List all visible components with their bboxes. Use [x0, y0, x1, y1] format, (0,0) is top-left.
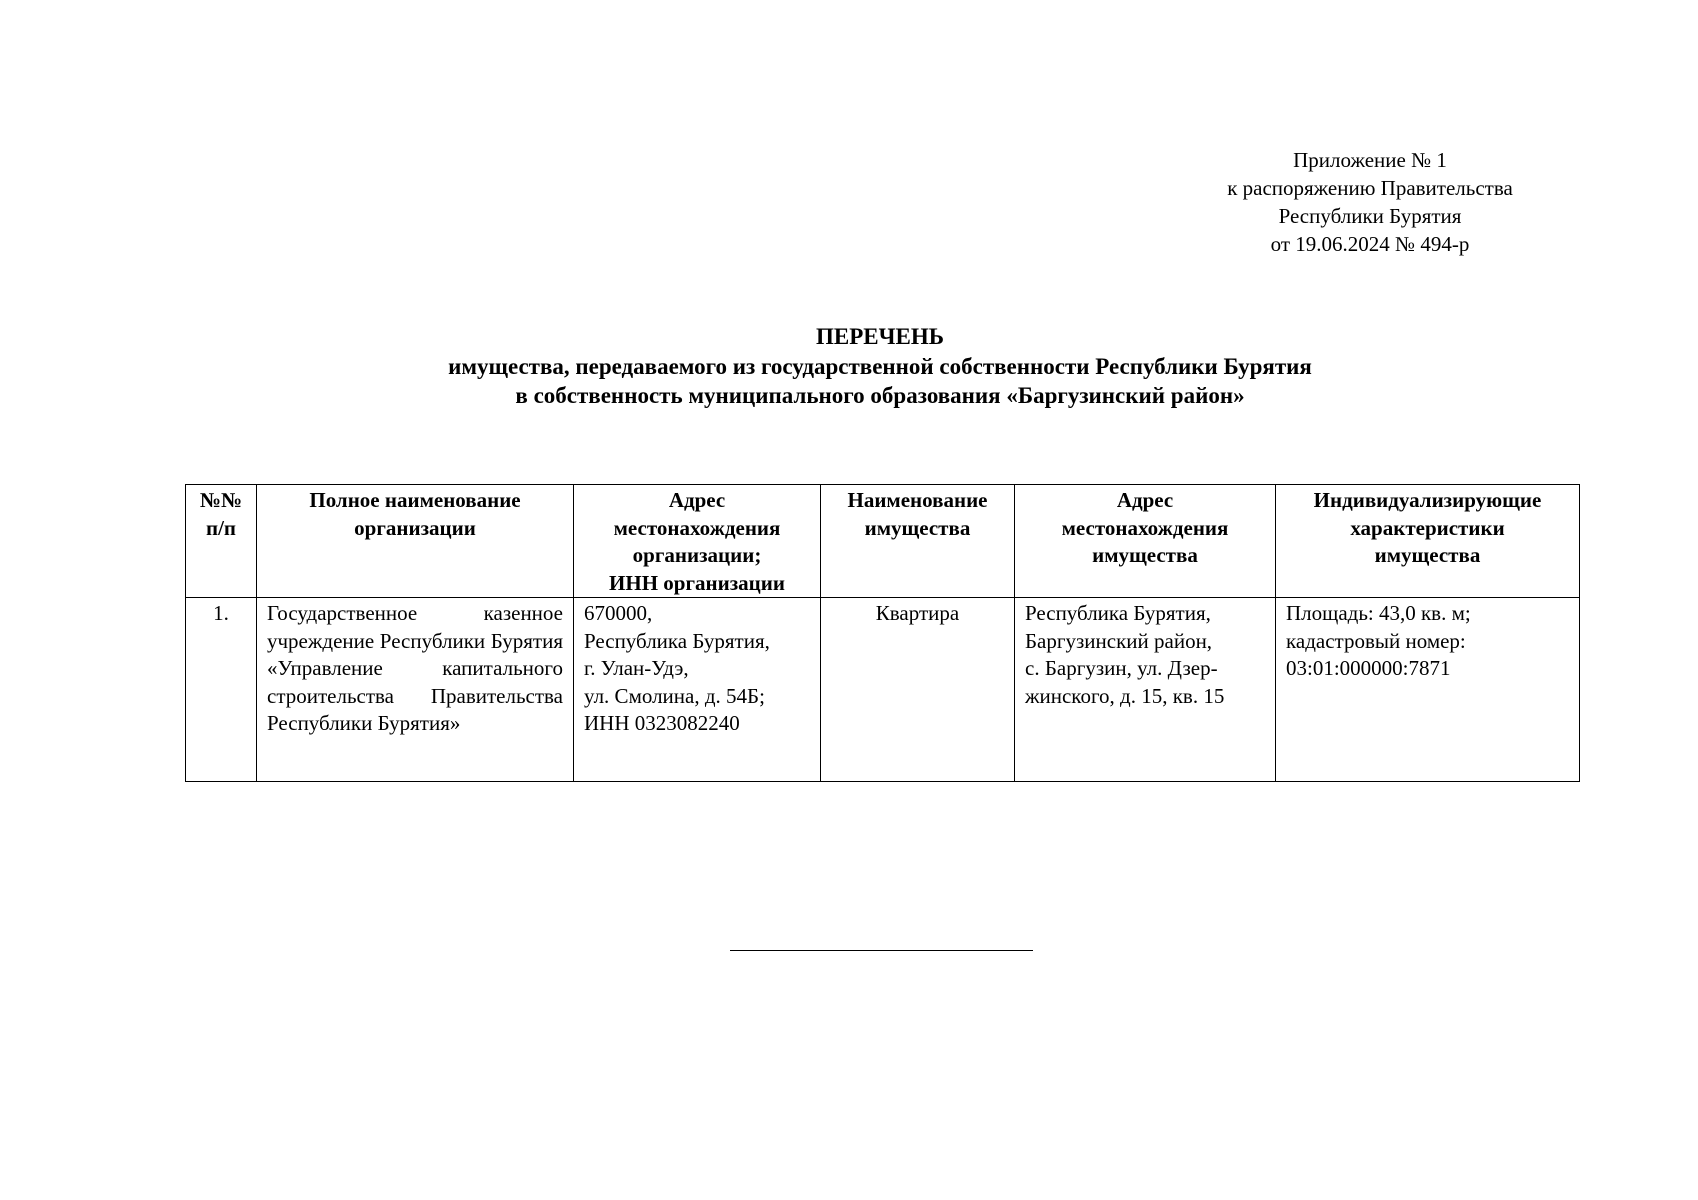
document-title [0, 322, 1698, 411]
appendix-date: от 19.06.2024 № 494-р [1270, 232, 1470, 256]
header-num [186, 485, 257, 598]
header-property-address [1015, 485, 1276, 598]
cell-line-1: Полное наименование [309, 488, 521, 512]
property-table [185, 484, 1580, 782]
header-property-name [821, 485, 1015, 598]
cell-line-3: организации; [632, 543, 762, 567]
cell-line-2: Баргузинский район, [1025, 628, 1213, 653]
title-line-3: в собственность муниципального образования «Баргузинский район» [515, 383, 1245, 408]
title-line-2: имущества, передаваемого из государственной собственности Республики Бурятия [448, 353, 1312, 379]
cell-line-4: жинского, д. 15, кв. 15 [1025, 683, 1225, 708]
cell-property-address [1015, 598, 1276, 782]
cell-line-1: №№ [199, 488, 243, 512]
cell-line-1: Республика Бурятия, [1025, 601, 1211, 625]
cell-line-3: 03:01:000000:7871 [1286, 656, 1451, 680]
cell-line-3: с. Баргузин, ул. Дзер- [1025, 656, 1218, 680]
cell-line-2: организации [354, 515, 476, 540]
cell-line-1: 670000, [584, 601, 653, 625]
cell-line-2: п/п [205, 515, 237, 540]
cell-line-1: Площадь: 43,0 кв. м; [1286, 601, 1471, 625]
cell-line-1: Адрес [1116, 488, 1174, 512]
cell-line-4: ИНН организации [609, 570, 785, 595]
cell-line-2: имущества [864, 515, 971, 540]
appendix-republic: Республики Бурятия [1278, 204, 1462, 228]
cell-line-2: кадастровый номер: [1286, 628, 1466, 653]
cell-characteristics [1276, 598, 1580, 782]
appendix-number: Приложение № 1 [1293, 148, 1447, 172]
header-characteristics [1276, 485, 1580, 598]
cell-line-2: Республика Бурятия, [584, 628, 770, 653]
cell-line-5: ИНН 0323082240 [584, 711, 740, 735]
cell-org-address [574, 598, 821, 782]
appendix-order-ref: к распоряжению Правительства [1227, 176, 1513, 200]
cell-line-3: имущества [1374, 543, 1481, 567]
cell-line-2: местонахождения [613, 515, 781, 540]
cell-num: 1. [186, 598, 257, 782]
header-org-address [574, 485, 821, 598]
header-org-name [257, 485, 574, 598]
cell-property-name: Квартира [821, 598, 1015, 782]
cell-line-2: характеристики [1350, 515, 1505, 540]
cell-line-1: Адрес [668, 488, 726, 512]
cell-line-2: местонахождения [1061, 515, 1229, 540]
cell-line-1: Индивидуализирующие [1313, 488, 1542, 512]
appendix-block [1170, 146, 1570, 258]
cell-org-name: Государственное казенное учреждение Республики Бурятия «Управление капитального строительства Правительства Республики Бурятия» [257, 598, 574, 782]
cell-line-1: Наименование [847, 488, 988, 512]
cell-line-4: ул. Смолина, д. 54Б; [584, 683, 765, 708]
table-header-row [186, 485, 1580, 598]
cell-line-3: имущества [1092, 543, 1198, 567]
closing-line [730, 950, 1033, 951]
title-heading: ПЕРЕЧЕНЬ [816, 324, 944, 349]
cell-line-3: г. Улан-Удэ, [584, 656, 689, 680]
table-row [186, 598, 1580, 782]
